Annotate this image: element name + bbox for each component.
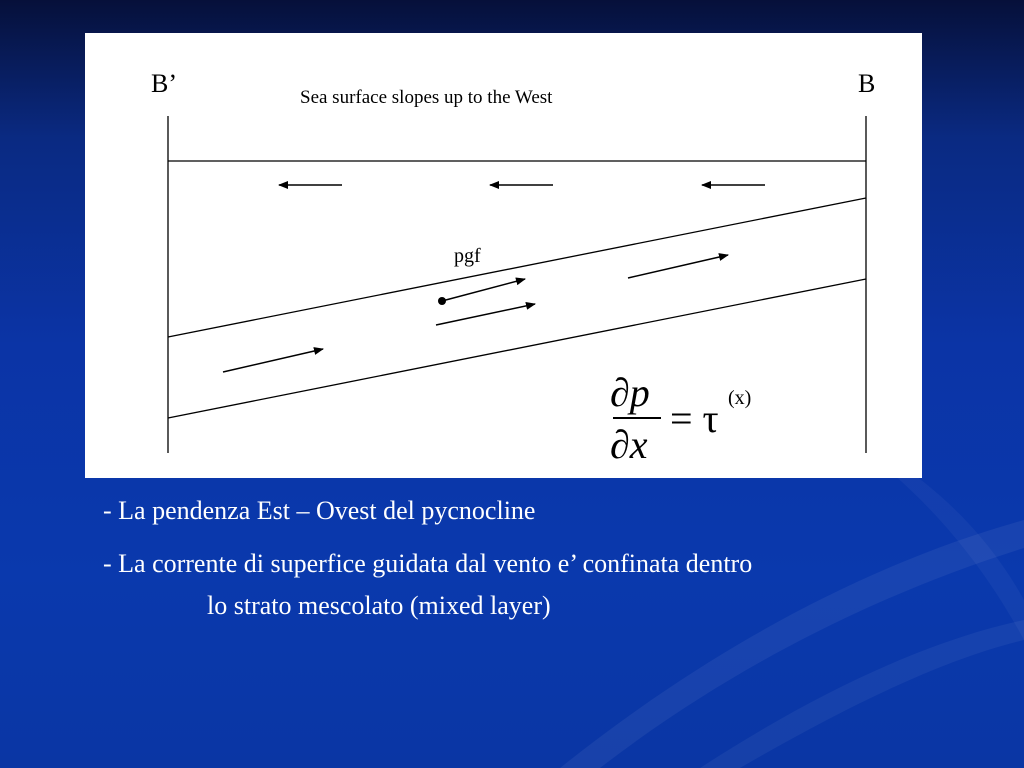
bullet-surface-current: - La corrente di superfice guidata dal vento e’ confinata dentro [103, 549, 753, 578]
equation-rhs: = τ [670, 396, 719, 441]
pycnocline-line [168, 279, 866, 418]
fraction-bar [613, 417, 661, 419]
equation-denominator: ∂x [610, 422, 648, 467]
equation-superscript: (x) [728, 387, 752, 409]
pgf-label: pgf [454, 245, 481, 267]
equation-numerator: ∂p [610, 370, 650, 415]
diagram-panel [85, 33, 922, 478]
flow-arrow [223, 349, 323, 372]
flow-arrow [628, 255, 728, 278]
bullet-surface-current-continued: lo strato mescolato (mixed layer) [207, 591, 551, 620]
bullet-pycnocline-slope: - La pendenza Est – Ovest del pycnocline [103, 496, 536, 525]
mixed-layer-top [168, 198, 866, 337]
label-b: B [858, 69, 876, 98]
surface-caption: Sea surface slopes up to the West [300, 87, 553, 108]
label-b-prime: B’ [151, 69, 177, 98]
flow-arrow [436, 304, 535, 325]
pgf-arrow [442, 279, 525, 301]
